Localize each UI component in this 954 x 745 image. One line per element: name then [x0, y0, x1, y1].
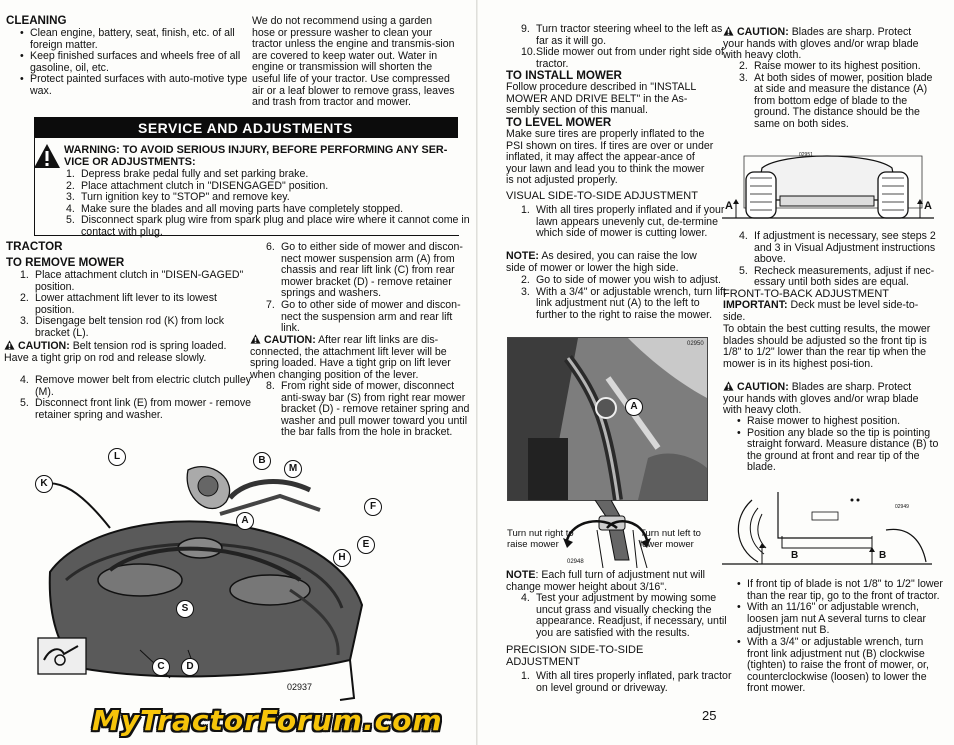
cleaning-list — [18, 28, 252, 98]
callout-k: K — [35, 475, 53, 493]
remove-mower-heading: TO REMOVE MOWER — [6, 256, 125, 269]
figure-number: 02937 — [287, 682, 313, 692]
warning-title: WARNING: TO AVOID SERIOUS INJURY, BEFORE PERFORMING ANY SER-VICE OR ADJUSTMENTS: — [64, 144, 448, 168]
tractor-heading: TRACTOR — [6, 240, 63, 253]
precision-steps-a — [739, 61, 944, 131]
mower-deck-diagram — [20, 440, 380, 706]
logo: MyTractorForum.com — [92, 704, 443, 737]
list-item: • Raise mower to highest position. — [747, 416, 943, 428]
caution-belt: CAUTION: Belt tension rod is spring loaded. Have a tight grip on rod and release slowly. — [4, 340, 227, 364]
list-item: 4. Test your adjustment by mowing some uncut grass and visually checking the appearance. Readjust, if necessary, until you are satisfied with the results. — [521, 592, 727, 639]
fig-b-number: 02949 — [895, 504, 909, 510]
cleaning-heading: CLEANING — [6, 14, 67, 27]
warning-steps — [66, 169, 471, 239]
list-item: 3. With a 3/4" or adjustable wrench, turn lift link adjustment nut (A) to the left to further to the right to raise the mower. — [521, 285, 726, 321]
test-step — [521, 593, 732, 639]
install-text: Follow procedure described in "INSTALL MOWER AND DRIVE BELT" in the As-sembly section of this manual. — [506, 81, 696, 117]
level-text: Make sure tires are properly inflated to the PSI shown on tires. If tires are over or under inflated, it may affect the appear-ance of your lawn and lead you to think the mower is not adjusted properly. — [506, 128, 714, 187]
caution-lift-lever: CAUTION: After rear lift links are dis-connected, the attachment lift lever will be spring loaded. Have a tight grip on lift lever when changing position of the lever. — [250, 334, 451, 381]
page-number: 25 — [702, 708, 717, 723]
precision-heading: PRECISION SIDE-TO-SIDE ADJUSTMENT — [506, 644, 644, 668]
list-item: 1. With all tires properly inflated, park tractor on level ground or driveway. — [521, 670, 732, 694]
list-item: 1. Depress brake pedal fully and set parking brake. — [66, 168, 309, 180]
photo-callout-a: A — [625, 398, 643, 416]
list-item: 8. From right side of mower, disconnect anti-sway bar (S) from right rear mower bracket (D) - remove retainer spring and washer and pull mower toward you until the bar falls from the hole in bracket. — [266, 380, 470, 439]
callout-a: A — [236, 512, 254, 530]
ftb-paragraph: To obtain the best cutting results, the mower blades should be adjusted so the front tip is 1/8" to 1/2" lower than the rear tip when the mower is in its highest posi-tion. — [723, 323, 931, 370]
nut-figure-number: 02948 — [567, 559, 584, 565]
list-item: 5. Disconnect front link (E) from mower - remove retainer spring and washer. — [20, 397, 252, 421]
callout-e: E — [357, 536, 375, 554]
caution-sharp-2: CAUTION: Blades are sharp. Protect your hands with gloves and/or wrap blade with heavy cloth. — [723, 381, 919, 417]
photo-number: 02950 — [687, 341, 704, 347]
important-note: IMPORTANT: Deck must be level side-to-side. — [723, 299, 919, 323]
list-item: 6. Go to either side of mower and discon-nect mower suspension arm (A) from chassis and rear lift link (C) from rear mower bracket (D) - remove retainer springs and washers. — [266, 241, 463, 300]
callout-d: D — [181, 658, 199, 676]
list-item: • With a 3/4" or adjustable wrench, turn front link adjustment nut (B) clockwise (tighten) to raise the front of mower, or, counterclockwise (loosen) to lower the front mower. — [747, 637, 943, 695]
callout-b: B — [253, 452, 271, 470]
list-item: • Position any blade so the tip is pointing straight forward. Measure distance (B) to the ground at front and rear tip of the blade. — [747, 428, 943, 474]
warning-triangle-icon — [4, 340, 15, 350]
visual-steps-a — [521, 205, 729, 240]
list-item: 2. Place attachment clutch in "DISENGAGED" position. — [66, 179, 329, 192]
ftb-heading: FRONT-TO-BACK ADJUSTMENT — [723, 288, 890, 300]
precision-step-1 — [521, 671, 732, 694]
visual-heading: VISUAL SIDE-TO-SIDE ADJUSTMENT — [506, 190, 698, 202]
nut-right-label: Turn nut right to raise mower — [507, 528, 574, 550]
list-item: 10. Slide mower out from under right side of tractor. — [521, 46, 724, 70]
cleaning-paragraph: We do not recommend using a garden hose or pressure washer to clean your tractor unless the engine and transmis-sion are covered to keep water out. Water in engine or transmission will shorten the useful life of your tractor. Use compressed air or a leaf blower to remove grass, leaves and trash from tractor and mower. — [252, 15, 455, 109]
list-item: 4. Make sure the blades and all moving parts have completely stopped. — [66, 202, 404, 215]
list-item: 9. Turn tractor steering wheel to the left as far as it will go. — [521, 23, 723, 47]
visual-steps-b — [521, 275, 731, 321]
front-to-back-diagram — [722, 478, 932, 574]
callout-c: C — [152, 658, 170, 676]
list-item: 7. Go to other side of mower and discon-nect the suspension arm and rear lift link. — [266, 298, 461, 335]
side-to-side-diagram — [722, 148, 934, 226]
list-item: 1. Place attachment clutch in "DISEN-GAGED" position. — [20, 269, 244, 293]
remove-steps-b — [20, 375, 255, 421]
callout-f: F — [364, 498, 382, 516]
callout-s: S — [176, 600, 194, 618]
fig-b-label-rear: B — [879, 550, 887, 561]
lift-link-photo-drawing — [508, 338, 707, 500]
section-banner: SERVICE AND ADJUSTMENTS — [34, 117, 458, 138]
list-item: 4. Remove mower belt from electric clutch pulley (M). — [20, 374, 252, 398]
note-full-turn: NOTE: Each full turn of adjustment nut will change mower height about 3/16". — [506, 569, 706, 593]
list-item: • Protect painted surfaces with auto-motive type wax. — [30, 74, 252, 97]
list-item: 1. With all tires properly inflated and if your lawn appears unevenly cut, de-termine which side of mower is cutting lower. — [521, 204, 725, 240]
list-item: 3. At both sides of mower, position blade at side and measure the distance (A) from bottom edge of blade to the ground. The distance should be the same on both sides. — [739, 71, 933, 130]
list-item: 2. Go to side of mower you wish to adjust. — [521, 274, 721, 286]
list-item: • If front tip of blade is not 1/8" to 1/2" lower than the rear tip, go to the front of tractor. — [747, 579, 943, 602]
list-item: 5. Recheck measurements, adjust if nec-essary until both sides are equal. — [739, 264, 935, 289]
remove-steps-c — [266, 242, 471, 335]
list-item: 2. Lower attachment lift lever to its lowest position. — [20, 292, 217, 316]
callout-m: M — [284, 460, 302, 478]
install-heading: TO INSTALL MOWER — [506, 69, 622, 82]
lift-link-photo — [507, 337, 708, 501]
callout-l: L — [108, 448, 126, 466]
warning-triangle-icon — [33, 143, 61, 169]
nut-left-label: Turn nut left to lower mower — [640, 528, 701, 550]
steps-9-10 — [521, 24, 731, 70]
list-item: • Keep finished surfaces and wheels free of all gasoline, oil, etc. — [30, 51, 252, 74]
list-item: • With an 11/16" or adjustable wrench, loosen jam nut A several turns to clear adjustment nut B. — [747, 602, 943, 637]
warning-triangle-icon — [723, 26, 734, 36]
list-item: 3. Disengage belt tension rod (K) from lock bracket (L). — [20, 315, 225, 339]
list-item: • Clean engine, battery, seat, finish, etc. of all foreign matter. — [30, 28, 252, 51]
fig-a-label-right: A — [924, 200, 932, 212]
note-raise-lower: NOTE: As desired, you can raise the low side of mower or lower the high side. — [506, 250, 697, 274]
list-item: 4. If adjustment is necessary, see steps 2 and 3 in Visual Adjustment instructions above. — [739, 230, 936, 266]
remove-steps-d — [266, 381, 471, 439]
right-page — [477, 0, 954, 745]
ftb-bullets-2 — [735, 579, 943, 695]
fig-b-label-front: B — [791, 550, 799, 561]
caution-sharp-1: CAUTION: Blades are sharp. Protect your hands with gloves and/or wrap blade with heavy cloth. — [723, 26, 919, 62]
remove-steps-a — [20, 270, 255, 340]
list-item: 3. Turn ignition key to "STOP" and remove key. — [66, 191, 290, 204]
level-heading: TO LEVEL MOWER — [506, 116, 612, 129]
callout-h: H — [333, 549, 351, 567]
warning-triangle-icon — [723, 381, 734, 391]
warning-triangle-icon — [250, 334, 261, 344]
list-item: 2. Raise mower to its highest position. — [739, 60, 921, 72]
precision-steps-b — [739, 231, 946, 289]
ftb-bullets — [735, 416, 943, 474]
fig-a-number: 02951 — [799, 152, 813, 158]
fig-a-label-left: A — [725, 200, 733, 212]
list-item: 5. Disconnect spark plug wire from spark plug and place wire where it cannot come in contact with plug. — [66, 214, 470, 238]
